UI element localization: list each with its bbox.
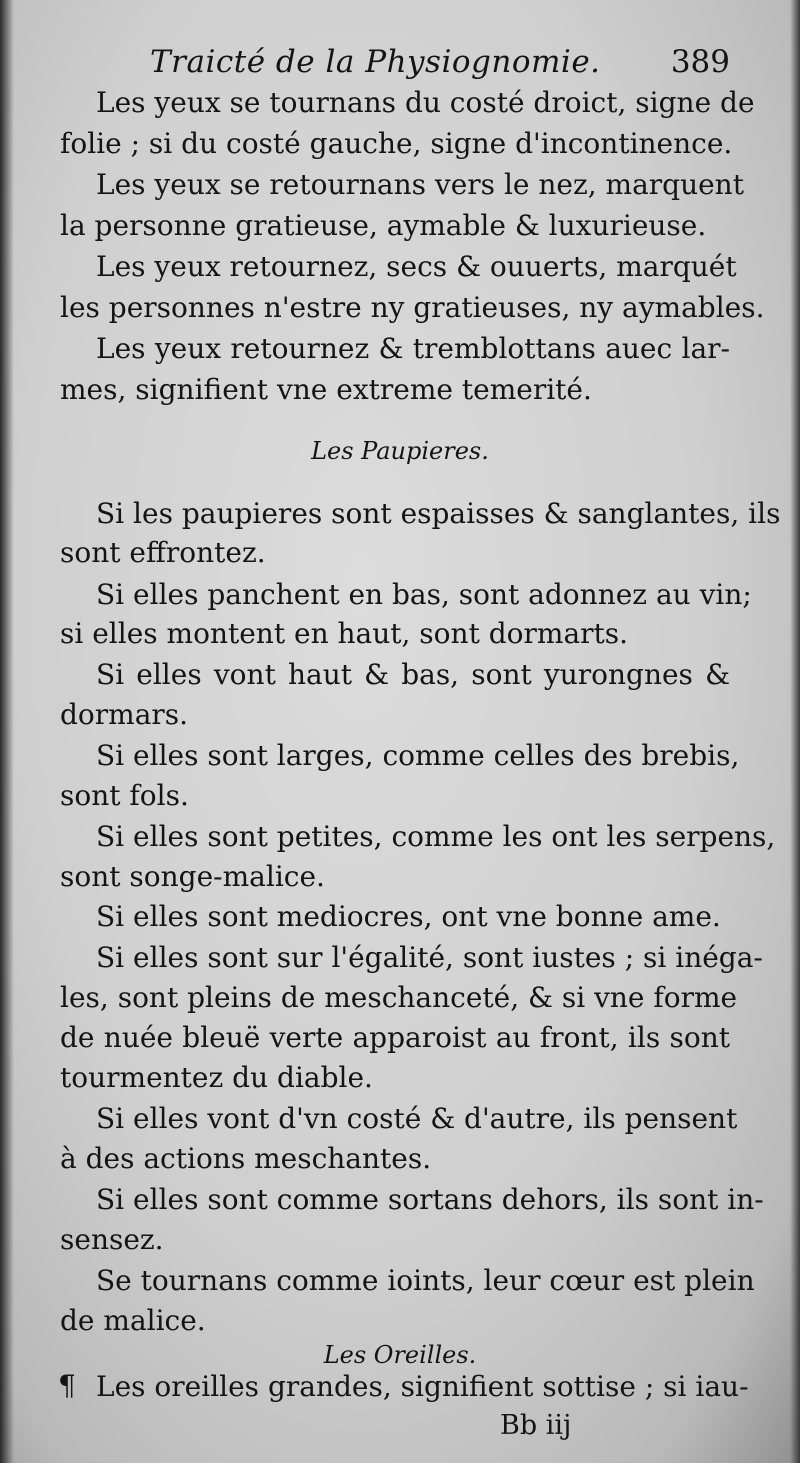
text-line: Se tournans comme ioints, leur cœur est plein [96, 1264, 755, 1297]
section-heading-paupieres: Les Paupieres. [311, 437, 489, 465]
text-line: mes, signifient vne extreme temerité. [60, 373, 592, 406]
text-line: Les yeux retournez & tremblottans auec lar- [96, 332, 730, 365]
text-line: de malice. [60, 1304, 206, 1337]
text-line: les, sont pleins de meschanceté, & si vne forme [60, 981, 738, 1014]
paragraph-mark: ¶ [58, 1369, 76, 1402]
text-line: Si elles panchent en bas, sont adonnez au vin; [96, 578, 752, 611]
section-heading-oreilles: Les Oreilles. [323, 1341, 477, 1369]
text-line: Si elles sont comme sortans dehors, ils sont in- [96, 1183, 764, 1216]
signature-mark: Bb iij [500, 1410, 572, 1441]
text-line: folie ; si du costé gauche, signe d'incontinence. [60, 127, 733, 160]
text-line: Si elles sont mediocres, ont vne bonne ame. [96, 900, 721, 933]
text-line: à des actions meschantes. [60, 1142, 432, 1175]
text-line: Si elles vont haut & bas, sont yurongnes & [96, 658, 730, 691]
text-line: Les yeux se retournans vers le nez, marquent [96, 168, 744, 201]
text-line: Les oreilles grandes, signifient sottise ; si iau- [96, 1370, 749, 1403]
page-number: 389 [670, 44, 730, 80]
text-line: sont songe-malice. [60, 860, 325, 893]
text-line: Si elles vont d'vn costé & d'autre, ils pensent [96, 1102, 738, 1135]
text-line: tourmentez du diable. [60, 1061, 373, 1094]
text-line: Les yeux retournez, secs & ouuerts, marquét [96, 250, 737, 283]
text-line: Les yeux se tournans du costé droict, signe de [96, 86, 755, 119]
text-line: Si elles sont sur l'égalité, sont iustes ; si inéga- [96, 941, 763, 974]
text-line: dormars. [60, 698, 189, 731]
text-line: Si les paupieres sont espaisses & sanglantes, ils [96, 497, 781, 530]
text-line: la personne gratieuse, aymable & luxurieuse. [60, 209, 707, 242]
text-line: Si elles sont petites, comme les ont les serpens, [96, 820, 776, 853]
running-head: Traicté de la Physiognomie. [150, 44, 601, 80]
text-line: Si elles sont larges, comme celles des brebis, [96, 739, 740, 772]
text-line: sensez. [60, 1223, 164, 1256]
text-line: sont effrontez. [60, 536, 266, 569]
text-line: les personnes n'estre ny gratieuses, ny aymables. [60, 291, 765, 324]
text-line: sont fols. [60, 779, 189, 812]
page-edge-shadow [790, 0, 800, 1463]
text-line: de nuée bleuë verte apparoist au front, ils sont [60, 1021, 730, 1054]
text-line: si elles montent en haut, sont dormarts. [60, 617, 629, 650]
page-gutter-shadow [0, 0, 14, 1463]
